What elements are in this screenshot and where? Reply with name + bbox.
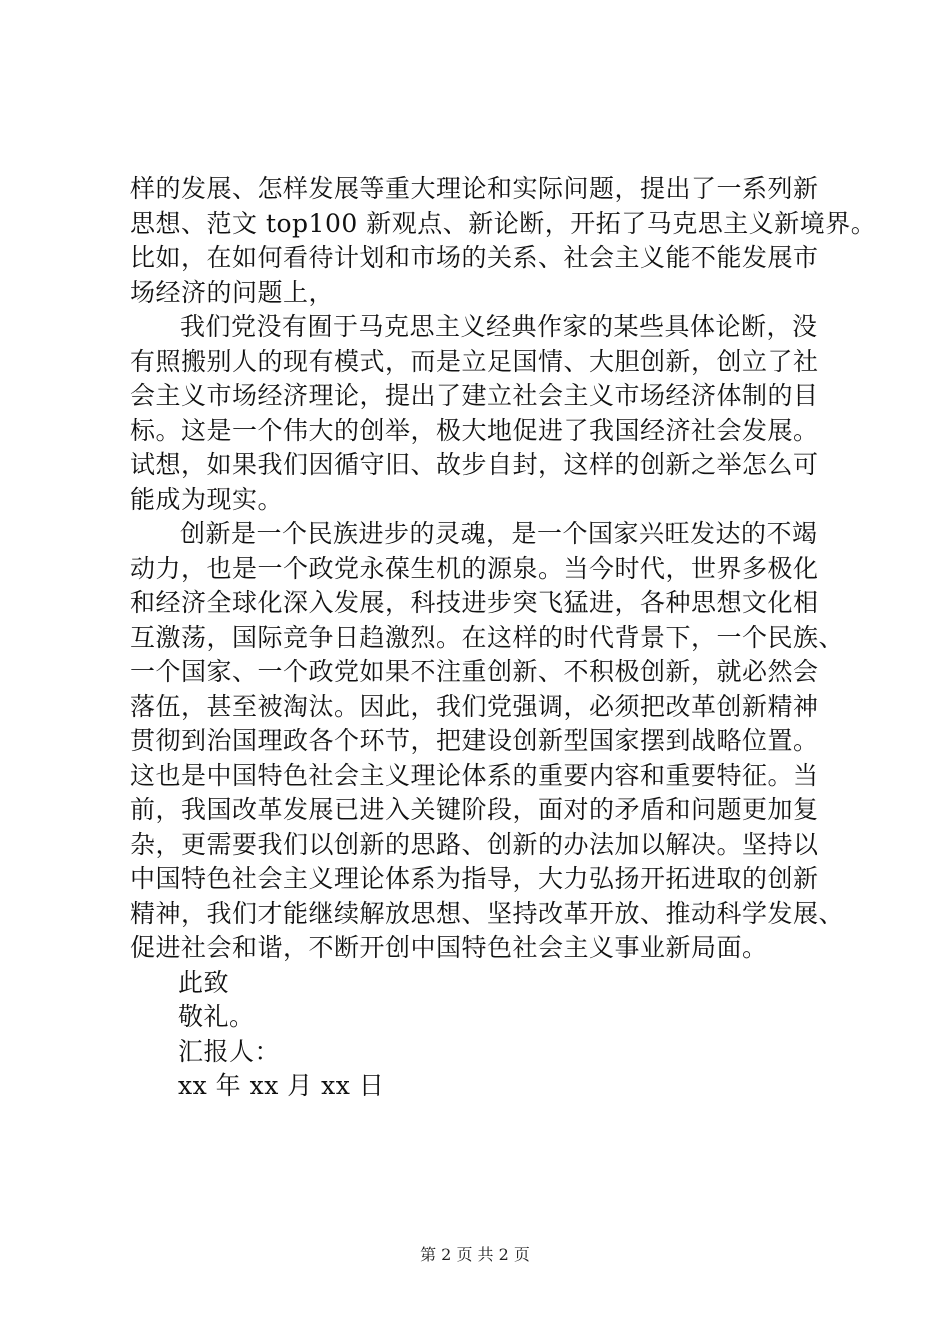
page-indicator: 第 2 页 共 2 页 [420,1245,530,1264]
report-date: xx 年 xx 月 xx 日 [178,1071,385,1100]
text-line: 创新是一个民族进步的灵魂，是一个国家兴旺发达的不竭 [180,519,818,548]
letter-closing [130,966,850,1104]
text-line: 精神，我们才能继续解放思想、坚持改革开放、推动科学发展、 [130,898,845,928]
text-line: 和经济全球化深入发展，科技进步突飞猛进，各种思想文化相 [130,588,819,617]
text-line: 贯彻到治国理政各个环节，把建设创新型国家摆到战略位置。 [130,726,819,755]
text-line: 会主义市场经济理论，提出了建立社会主义市场经济体制的目 [130,381,819,410]
document-body [130,172,877,1104]
text-line: 样的发展、怎样发展等重大理论和实际问题，提出了一系列新 [130,174,819,203]
salutation: 此致 [178,967,230,997]
text-line: 一个国家、一个政党如果不注重创新、不积极创新，就必然会 [130,657,819,686]
text-line: 我们党没有囿于马克思主义经典作家的某些具体论断，没 [180,312,818,341]
text-line: 比如，在如何看待计划和市场的关系、社会主义能不能发展市 [130,243,819,272]
regards: 敬礼。 [178,1002,255,1031]
paragraph-market-economy [130,310,850,517]
text-line: 互激荡，国际竞争日趋激烈。在这样的时代背景下，一个民族、 [130,622,845,652]
paragraph-innovation [130,517,850,966]
text-line: 思想、范文 top100 新观点、新论断，开拓了马克思主义新境界。 [130,208,877,238]
text-line: 杂，更需要我们以创新的思路、创新的办法加以解决。坚持以 [130,829,819,859]
text-line: 场经济的问题上， [130,277,335,307]
text-line: 促进社会和谐，不断开创中国特色社会主义事业新局面。 [130,933,768,962]
text-line: 动力，也是一个政党永葆生机的源泉。当今时代，世界多极化 [130,553,819,583]
text-line: 前，我国改革发展已进入关键阶段，面对的矛盾和问题更加复 [130,795,819,824]
text-line: 落伍，甚至被淘汰。因此，我们党强调，必须把改革创新精神 [130,691,819,721]
paragraph-continuation [130,172,877,310]
text-line: 试想，如果我们因循守旧、故步自封，这样的创新之举怎么可 [130,450,819,479]
text-line: 能成为现实。 [130,484,284,514]
text-line: 标。这是一个伟大的创举，极大地促进了我国经济社会发展。 [130,415,819,445]
text-line: 中国特色社会主义理论体系为指导，大力弘扬开拓进取的创新 [130,864,819,893]
reporter-label: 汇报人： [178,1036,281,1066]
text-line: 这也是中国特色社会主义理论体系的重要内容和重要特征。当 [130,760,819,790]
text-line: 有照搬别人的现有模式，而是立足国情、大胆创新，创立了社 [130,346,819,376]
